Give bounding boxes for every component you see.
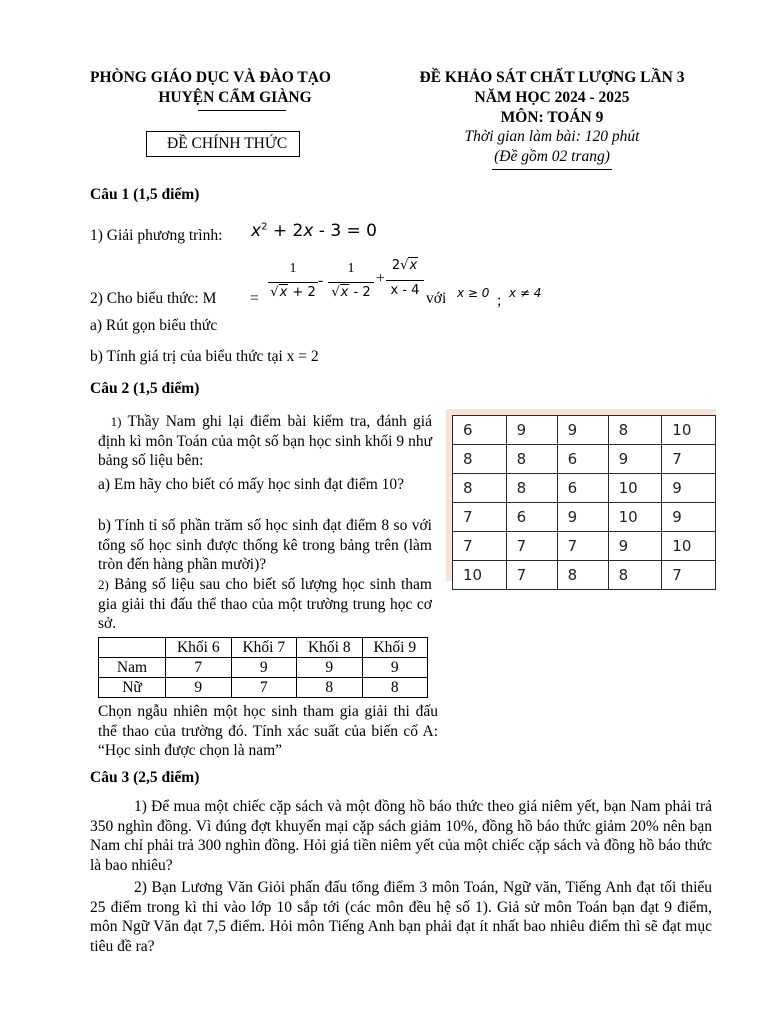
frac1-denominator: √x + 2: [270, 285, 316, 300]
district-underline: [198, 110, 286, 111]
official-stamp-text: ĐỀ CHÍNH THỨC: [167, 135, 288, 152]
q1-part2-text: 2) Cho biểu thức: M: [90, 290, 217, 307]
score-cell: 8: [557, 561, 608, 590]
frac1-den-rest: + 2: [288, 285, 316, 300]
score-cell: 9: [506, 416, 557, 445]
q1-part-a: a) Rút gọn biểu thức: [90, 317, 218, 334]
score-table-row: [453, 474, 716, 503]
table-cell: 9: [231, 658, 297, 678]
q1-part-b: b) Tính giá trị của biểu thức tại x = 2: [90, 348, 319, 365]
frac3-coef: 2: [391, 258, 401, 273]
frac1-bar: [268, 282, 318, 283]
sport-participation-table: [98, 637, 428, 698]
eq-var-x2: x: [303, 221, 314, 241]
score-cell: 8: [608, 416, 662, 445]
score-cell: 6: [453, 416, 507, 445]
frac2-den-rest: - 2: [349, 285, 371, 300]
frac3-denominator: x - 4: [390, 283, 420, 298]
q2-part2-number: 2): [98, 577, 109, 592]
frac3-bar: [386, 280, 424, 281]
condition-1: x ≥ 0: [457, 286, 490, 300]
row-label: Nam: [99, 658, 166, 678]
score-cell: 7: [453, 532, 507, 561]
score-cell: 8: [506, 474, 557, 503]
q2-part1-text: Thầy Nam ghi lại điểm bài kiểm tra, đánh giá định kì môn Toán của một số bạn học sinh khối 9 như bảng số liệu bên:: [98, 413, 432, 469]
eq-exponent: 2: [261, 221, 268, 233]
eq-end: - 3 = 0: [313, 221, 378, 241]
subject: MÔN: TOÁN 9: [500, 109, 604, 126]
frac3-numerator: 2√x: [391, 258, 418, 273]
page-count-underline: [492, 169, 612, 170]
score-cell: 6: [506, 503, 557, 532]
score-cell: 9: [557, 416, 608, 445]
q2-part2-question: Chọn ngẫu nhiên một học sinh tham gia giải thi đấu thể thao của trường đó. Tính xác suất của biến cố A: “Học sinh được chọn là nam”: [98, 703, 438, 759]
table-cell: 9: [166, 678, 232, 698]
score-cell: 9: [662, 503, 716, 532]
header-cell: Khối 6: [166, 638, 232, 658]
score-cell: 8: [453, 445, 507, 474]
score-cell: 7: [557, 532, 608, 561]
department-name: PHÒNG GIÁO DỤC VÀ ĐÀO TẠO: [90, 69, 331, 86]
score-cell: 10: [662, 532, 716, 561]
score-cell: 9: [608, 445, 662, 474]
q2-part1-number: 1): [110, 414, 122, 429]
q3-part1: 1) Để mua một chiếc cặp sách và một đồng hồ báo thức theo giá niêm yết, bạn Nam phải trả 350 nghìn đồng. Vì đúng đợt khuyến mại cặp sách giảm 10%, đồng hồ báo thức giảm 20% nên bạn Nam chỉ phải trả 300 nghìn đồng. Hỏi giá tiền niêm yết của một chiếc cặp sách và đồng hồ báo thức là bao nhiêu?: [90, 798, 712, 874]
score-cell: 9: [608, 532, 662, 561]
header-cell: [99, 638, 166, 658]
score-table-row: [453, 503, 716, 532]
score-cell: 10: [608, 503, 662, 532]
score-cell: 9: [662, 474, 716, 503]
expression-equals: =: [250, 290, 259, 307]
frac1-radicand: x: [279, 285, 288, 300]
score-cell: 7: [662, 445, 716, 474]
operator-minus: -: [318, 272, 324, 289]
frac2-bar: [328, 282, 374, 283]
q2-title: Câu 2 (1,5 điểm): [90, 380, 200, 397]
frac2-numerator: 1: [347, 261, 355, 276]
table-cell: 9: [362, 658, 428, 678]
score-table-row: [453, 416, 716, 445]
condition-2: x ≠ 4: [509, 286, 542, 300]
score-cell: 6: [557, 474, 608, 503]
operator-plus: +: [376, 270, 385, 287]
q1-title: Câu 1 (1,5 điểm): [90, 186, 200, 203]
score-cell: 8: [608, 561, 662, 590]
score-cell: 7: [662, 561, 716, 590]
score-table-image: [446, 409, 716, 584]
eq-var-x: x: [251, 221, 262, 241]
page-count: (Đề gồm 02 trang): [494, 148, 610, 165]
district-name-text: HUYỆN CẨM GIÀNG: [158, 89, 312, 106]
q2-part1-b: b) Tính tỉ số phần trăm số học sinh đạt điểm 8 so với tổng số học sinh được thống kê trong bảng trên (làm tròn đến hàng phần mười)?: [98, 517, 432, 573]
sport-table-row-female: [99, 678, 428, 698]
frac2-radicand: x: [340, 285, 349, 300]
frac3-radicand: x: [409, 258, 418, 273]
table-cell: 8: [362, 678, 428, 698]
q3-part2: 2) Bạn Lương Văn Giỏi phấn đấu tổng điểm 3 môn Toán, Ngữ văn, Tiếng Anh đạt tối thiểu 25 điểm trong kì thi vào lớp 10 sắp tới (các môn đều hệ số 1). Giả sử môn Toán bạn đạt 9 điểm, môn Ngữ Văn đạt 7,5 điểm. Hỏi môn Tiếng Anh bạn phải đạt ít nhất bao nhiêu điểm thì sẽ đạt mục tiêu đề ra?: [90, 879, 712, 955]
q2-part1-a: a) Em hãy cho biết có mấy học sinh đạt điểm 10?: [98, 476, 405, 493]
district-name: [90, 89, 380, 107]
time-limit: Thời gian làm bài: 120 phút: [464, 128, 640, 145]
score-cell: 9: [557, 503, 608, 532]
q1-part1-text: 1) Giải phương trình:: [90, 227, 223, 244]
score-cell: 10: [608, 474, 662, 503]
table-cell: 9: [297, 658, 363, 678]
q2-part1-paragraph: [98, 412, 432, 471]
sport-table-header-row: [99, 638, 428, 658]
table-cell: 8: [297, 678, 363, 698]
score-cell: 6: [557, 445, 608, 474]
school-year: NĂM HỌC 2024 - 2025: [474, 89, 630, 106]
q3-title: Câu 3 (2,5 điểm): [90, 769, 200, 786]
frac2-denominator: √x - 2: [331, 285, 371, 300]
score-cell: 7: [453, 503, 507, 532]
condition-separator: ;: [497, 292, 502, 309]
frac1-numerator: 1: [289, 261, 297, 276]
q2-part2-text: Bảng số liệu sau cho biết số lượng học sinh tham gia giải thi đấu thể thao của một trường trung học cơ sở.: [98, 576, 432, 632]
score-table-row: [453, 561, 716, 590]
score-cell: 8: [453, 474, 507, 503]
header-cell: Khối 7: [231, 638, 297, 658]
sport-table-row-male: [99, 658, 428, 678]
score-cell: 10: [453, 561, 507, 590]
eq-middle: + 2: [267, 221, 304, 241]
header-cell: Khối 9: [362, 638, 428, 658]
score-cell: 10: [662, 416, 716, 445]
exam-title: ĐỀ KHẢO SÁT CHẤT LƯỢNG LẦN 3: [419, 69, 685, 86]
with-word: với: [426, 290, 447, 307]
score-cell: 7: [506, 532, 557, 561]
score-cell: 7: [506, 561, 557, 590]
table-cell: 7: [231, 678, 297, 698]
row-label: Nữ: [99, 678, 166, 698]
score-table-row: [453, 445, 716, 474]
official-stamp-box: [146, 131, 300, 157]
header-cell: Khối 8: [297, 638, 363, 658]
table-cell: 7: [166, 658, 232, 678]
score-cell: 8: [506, 445, 557, 474]
score-table-row: [453, 532, 716, 561]
q2-part2-paragraph: [98, 575, 432, 634]
q1-equation: [251, 221, 377, 241]
score-table: [452, 415, 716, 590]
